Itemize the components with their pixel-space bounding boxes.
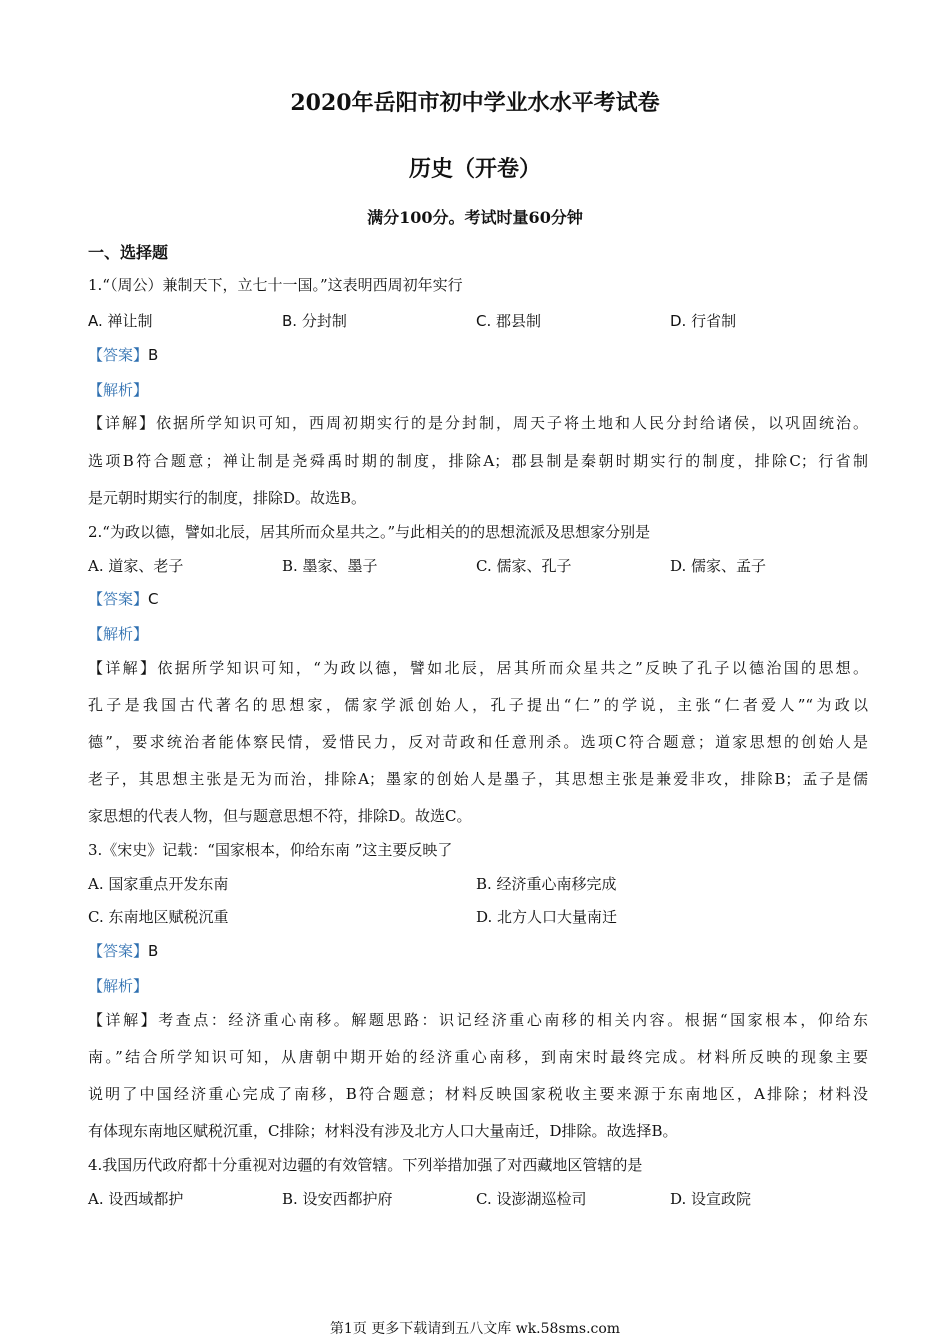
q2-detail-line: 德”，要求统治者能体察民情，爱惜民力，反对苛政和任意刑杀。选项C符合题意；道家思想的创始人是 [88,733,868,751]
detail-label: 【详解】 [88,1011,159,1029]
detail-label: 【详解】 [88,414,156,432]
detail-label: 【详解】 [88,659,158,677]
q4-option-c: C. 设澎湖巡检司 [476,1190,587,1208]
q1-answer [88,344,868,365]
q4-option-a: A. 设西域都护 [88,1190,184,1208]
q1-option-a: A. 禅让制 [88,312,153,330]
q3-option-c: C. 东南地区赋税沉重 [88,908,229,926]
q2-detail-line: 【详解】依据所学知识可知，“为政以德，譬如北辰，居其所而众星共之”反映了孔子以德治国的思想。 [88,659,868,677]
q1-detail-line: 是元朝时期实行的制度，排除D。故选B。 [88,489,367,507]
question-2-stem: 2.“为政以德，譬如北辰，居其所而众星共之。”与此相关的的思想流派及思想家分别是 [88,523,651,541]
q1-analysis-label: 【解析】 [88,381,149,399]
answer-label: 【答案】 [88,942,149,960]
answer-value: B [148,346,159,364]
q2-detail-line: 家思想的代表人物，但与题意思想不符，排除D。故选C。 [88,807,472,825]
question-1-stem: 1.“（周公）兼制天下，立七十一国。”这表明西周初年实行 [88,276,463,294]
answer-value: C [148,590,159,608]
question-3-stem: 3.《宋史》记载：“国家根本，仰给东南 ”这主要反映了 [88,841,453,859]
subject-title: 历史（开卷） [408,156,541,182]
q4-option-b: B. 设安西都护府 [282,1190,393,1208]
q1-option-c: C. 郡县制 [476,312,542,330]
q3-detail-line: 【详解】考查点：经济重心南移。解题思路：识记经济重心南移的相关内容。根据“国家根本，仰给东 [88,1011,868,1029]
q3-detail-line: 说明了中国经济重心完成了南移，B符合题意；材料反映国家税收主要来源于东南地区，A排除；材料没 [88,1085,868,1103]
q4-option-d: D. 设宣政院 [670,1190,752,1208]
q3-answer [88,940,868,961]
q1-option-b: B. 分封制 [282,312,347,330]
q3-analysis-label: 【解析】 [88,977,149,995]
exam-title: 2020年岳阳市初中学业水水平考试卷 [290,90,660,116]
q3-option-b: B. 经济重心南移完成 [476,875,617,893]
question-4-stem: 4.我国历代政府都十分重视对边疆的有效管辖。下列举措加强了对西藏地区管辖的是 [88,1156,643,1174]
q2-option-c: C. 儒家、孔子 [476,557,572,575]
q2-option-a: A. 道家、老子 [88,557,184,575]
q3-detail-line: 南。”结合所学知识可知，从唐朝中期开始的经济重心南移，到南宋时最终完成。材料所反映的现象主要 [88,1048,868,1066]
q1-detail-line: 选项B符合题意；禅让制是尧舜禹时期的制度，排除A；郡县制是秦朝时期实行的制度，排除C；行省制 [88,452,868,470]
q2-option-b: B. 墨家、墨子 [282,557,378,575]
q2-option-d: D. 儒家、孟子 [670,557,767,575]
q2-detail-line: 孔子是我国古代著名的思想家，儒家学派创始人，孔子提出“仁”的学说，主张“仁者爱人”“为政以 [88,696,868,714]
answer-value: B [148,942,159,960]
q3-option-d: D. 北方人口大量南迁 [476,908,618,926]
page-footer: 第1页 更多下载请到五八文库 wk.58sms.com [329,1321,621,1337]
exam-info: 满分100分。考试时量60分钟 [367,208,583,227]
q2-answer [88,588,868,609]
q3-detail-line: 有体现东南地区赋税沉重，C排除；材料没有涉及北方人口大量南迁，D排除。故选择B。 [88,1122,678,1140]
q2-analysis-label: 【解析】 [88,625,149,643]
q1-detail-line: 【详解】依据所学知识可知，西周初期实行的是分封制，周天子将土地和人民分封给诸侯，以巩固统治。 [88,414,868,432]
answer-label: 【答案】 [88,346,149,364]
section-heading: 一、选择题 [88,243,169,262]
answer-label: 【答案】 [88,590,149,608]
q1-option-d: D. 行省制 [670,312,737,330]
q2-detail-line: 老子，其思想主张是无为而治，排除A；墨家的创始人是墨子，其思想主张是兼爱非攻，排除B；孟子是儒 [88,770,868,788]
q3-option-a: A. 国家重点开发东南 [88,875,229,893]
